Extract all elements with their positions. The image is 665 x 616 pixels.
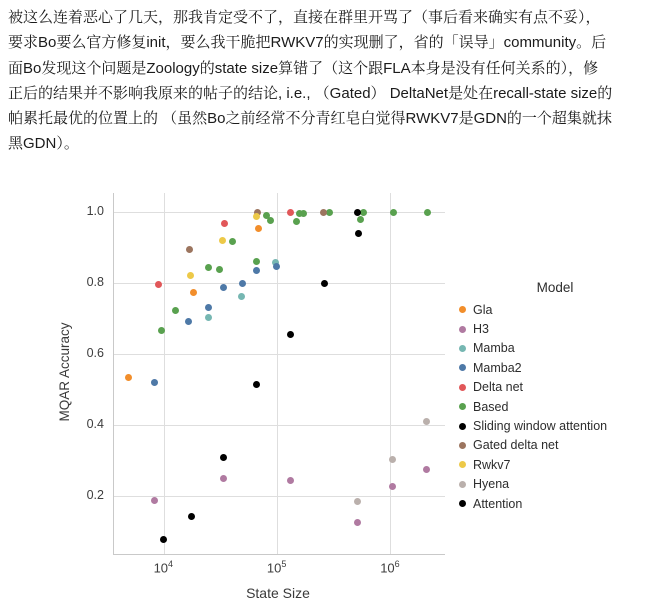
data-point (354, 519, 361, 526)
data-point (293, 218, 300, 225)
legend-item (455, 494, 655, 513)
data-point (219, 237, 226, 244)
data-point (357, 216, 364, 223)
data-point (253, 258, 260, 265)
legend-swatch (459, 326, 466, 333)
data-point (326, 209, 333, 216)
data-point (267, 217, 274, 224)
legend-swatch (459, 423, 466, 430)
data-point (390, 209, 397, 216)
data-point (287, 477, 294, 484)
data-point (216, 266, 223, 273)
y-tick-label: 0.8 (86, 275, 104, 290)
data-point (321, 280, 328, 287)
gridline-x (390, 193, 391, 554)
data-point (238, 293, 245, 300)
legend (455, 280, 655, 513)
y-tick-label: 1.0 (86, 204, 104, 219)
legend-item (455, 300, 655, 319)
legend-label: H3 (473, 322, 489, 337)
data-point (205, 314, 212, 321)
data-point (151, 497, 158, 504)
x-axis-title: State Size (246, 585, 310, 601)
legend-swatch (459, 461, 466, 468)
paragraph-line: 面Bo发现这个问题是Zoology的state size算错了（这个跟FLA本身是没有任何关系的），修 (8, 59, 599, 77)
x-tick-label: $10^6$ (380, 559, 400, 576)
legend-item (455, 319, 655, 338)
legend-swatch (459, 442, 466, 449)
data-point (355, 230, 362, 237)
data-point (160, 536, 167, 543)
legend-swatch (459, 403, 466, 410)
legend-label: Gla (473, 302, 493, 317)
legend-swatch (459, 345, 466, 352)
legend-item (455, 416, 655, 435)
x-tick-label: $10^5$ (266, 559, 287, 576)
legend-label: Rwkv7 (473, 457, 511, 472)
paragraph-line: 正后的结果并不影响我原来的帖子的结论, i.e., （Gated） DeltaNet是处在recall-state size的 (8, 84, 613, 102)
gridline-x (277, 193, 278, 554)
data-point (389, 456, 396, 463)
legend-item (455, 397, 655, 416)
data-point (287, 209, 294, 216)
legend-label: Mamba (473, 341, 515, 356)
legend-item (455, 358, 655, 377)
data-point (187, 272, 194, 279)
legend-label: Hyena (473, 477, 510, 492)
legend-label: Gated delta net (473, 438, 559, 453)
paragraph-line: 要求Bo要么官方修复init，要么我干脆把RWKV7的实现删了，省的「误导」community。后 (8, 34, 607, 52)
data-point (151, 379, 158, 386)
paragraph-line: 黑GDN）。 (8, 135, 79, 153)
data-point (205, 304, 212, 311)
x-tick-label: $10^4$ (153, 559, 174, 576)
legend-swatch (459, 384, 466, 391)
data-point (424, 209, 431, 216)
data-point (287, 331, 294, 338)
legend-label: Mamba2 (473, 360, 522, 375)
data-point (190, 289, 197, 296)
data-point (253, 213, 260, 220)
legend-item (455, 475, 655, 494)
y-tick-label: 0.4 (86, 417, 104, 432)
plot-area (113, 193, 445, 555)
data-point (155, 281, 162, 288)
data-point (205, 264, 212, 271)
legend-title: Model (536, 280, 574, 295)
gridline-x (164, 193, 165, 554)
data-point (320, 209, 327, 216)
legend-label: Delta net (473, 380, 524, 395)
y-tick-label: 0.6 (86, 346, 104, 361)
data-point (185, 318, 192, 325)
legend-swatch (459, 306, 466, 313)
data-point (300, 210, 307, 217)
legend-label: Based (473, 399, 509, 414)
y-tick-label: 0.2 (86, 488, 104, 503)
data-point (253, 267, 260, 274)
data-point (158, 327, 165, 334)
data-point (220, 454, 227, 461)
data-point (188, 513, 195, 520)
data-point (389, 483, 396, 490)
data-point (221, 220, 228, 227)
legend-swatch (459, 481, 466, 488)
data-point (239, 280, 246, 287)
data-point (354, 498, 361, 505)
paragraph-line: 被这么连着恶心了几天，那我肯定受不了，直接在群里开骂了（事后看来确实有点不妥）， (8, 9, 601, 26)
legend-items (455, 300, 655, 513)
legend-swatch (459, 364, 466, 371)
legend-label: Sliding window attention (473, 419, 608, 434)
data-point (253, 381, 260, 388)
data-point (423, 466, 430, 473)
data-point (273, 263, 280, 270)
data-point (172, 307, 179, 314)
paragraph-line: 帕累托最优的位置上的 （虽然Bo之前经常不分青红皂白觉得RWKV7是GDN的一个超集就抹 (8, 110, 612, 128)
legend-item (455, 455, 655, 474)
y-axis-title: MQAR Accuracy (57, 322, 72, 422)
data-point (255, 225, 262, 232)
legend-item (455, 378, 655, 397)
data-point (125, 374, 132, 381)
data-point (229, 238, 236, 245)
data-point (186, 246, 193, 253)
data-point (220, 284, 227, 291)
data-point (354, 209, 361, 216)
legend-item (455, 436, 655, 455)
data-point (220, 475, 227, 482)
legend-label: Attention (473, 496, 523, 511)
legend-swatch (459, 500, 466, 507)
legend-item (455, 339, 655, 358)
